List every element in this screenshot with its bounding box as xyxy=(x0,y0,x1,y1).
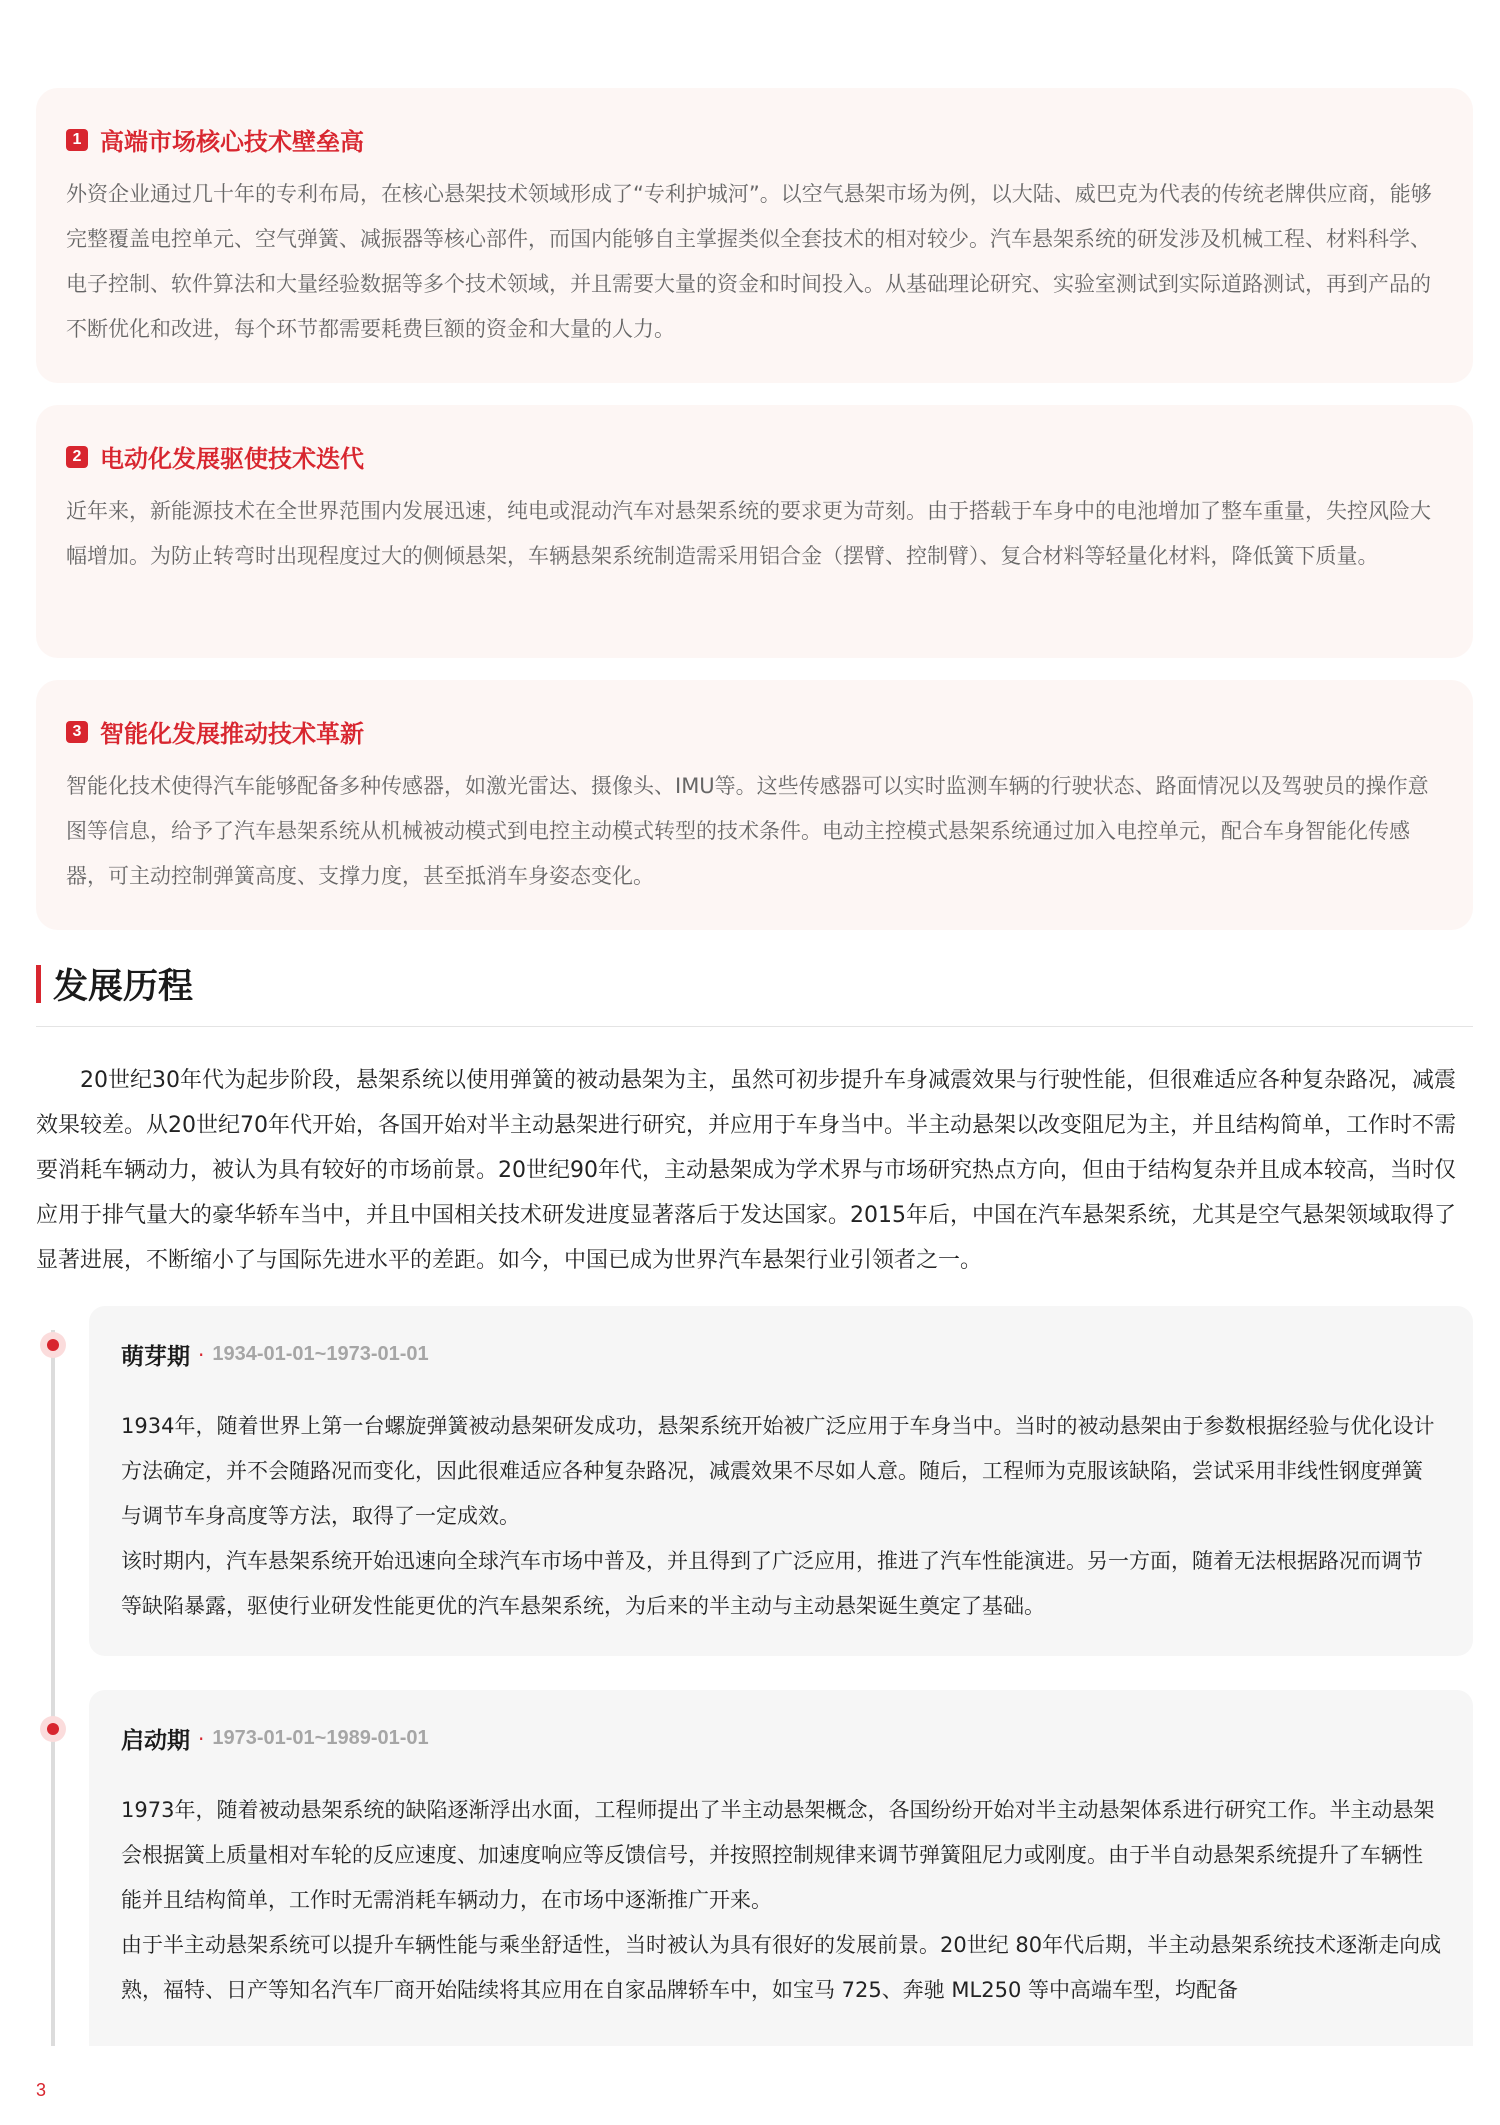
card-body: 外资企业通过几十年的专利布局，在核心悬架技术领域形成了“专利护城河”。以空气悬架市场为例，以大陆、威巴克为代表的传统老牌供应商，能够完整覆盖电控单元、空气弹簧、减振器等核心部件，而国内能够自主掌握类似全套技术的相对较少。汽车悬架系统的研发涉及机械工程、材料科学、电子控制、软件算法和大量经验数据等多个技术领域，并且需要大量的资金和时间投入。从基础理论研究、实验室测试到实际道路测试，再到产品的不断优化和改进，每个环节都需要耗费巨额的资金和大量的人力。 xyxy=(66,182,1432,341)
timeline-header xyxy=(121,1338,429,1371)
timeline-dot-icon xyxy=(40,1332,66,1358)
stage-body xyxy=(121,1788,1443,2013)
timeline-header xyxy=(121,1722,429,1755)
timeline-card-2 xyxy=(89,1690,1473,2046)
section-heading xyxy=(36,962,193,1006)
section-divider xyxy=(36,1026,1473,1027)
card-header xyxy=(66,714,364,749)
card-title: 电动化发展驱使技术迭代 xyxy=(100,445,364,473)
timeline-dot-icon xyxy=(40,1716,66,1742)
stage-date-range: 1934-01-01~1973-01-01 xyxy=(212,1343,429,1365)
stage-paragraph: 1934年，随着世界上第一台螺旋弹簧被动悬架研发成功，悬架系统开始被广泛应用于车身当中。当时的被动悬架由于参数根据经验与优化设计方法确定，并不会随路况而变化，因此很难适应各种复杂路况，减震效果不尽如人意。随后，工程师为克服该缺陷，尝试采用非线性钢度弹簧与调节车身高度等方法，取得了一定成效。 xyxy=(121,1414,1435,1528)
card-header xyxy=(66,122,364,157)
number-badge: 2 xyxy=(66,446,88,468)
info-card-3 xyxy=(36,680,1473,930)
card-body: 近年来，新能源技术在全世界范围内发展迅速，纯电或混动汽车对悬架系统的要求更为苛刻。由于搭载于车身中的电池增加了整车重量，失控风险大幅增加。为防止转弯时出现程度过大的侧倾悬架，车辆悬架系统制造需采用铝合金（摆臂、控制臂）、复合材料等轻量化材料，降低簧下质量。 xyxy=(66,499,1431,568)
section-accent-bar xyxy=(36,965,41,1003)
stage-date-range: 1973-01-01~1989-01-01 xyxy=(212,1727,429,1749)
stage-paragraph: 该时期内，汽车悬架系统开始迅速向全球汽车市场中普及，并且得到了广泛应用，推进了汽车性能演进。另一方面，随着无法根据路况而调节等缺陷暴露，驱使行业研发性能更优的汽车悬架系统，为后来的半主动与主动悬架诞生奠定了基础。 xyxy=(121,1549,1423,1618)
number-badge: 1 xyxy=(66,129,88,151)
section-title: 发展历程 xyxy=(53,967,194,1007)
stage-separator: · xyxy=(198,1726,205,1751)
stage-paragraph: 1973年，随着被动悬架系统的缺陷逐渐浮出水面，工程师提出了半主动悬架概念，各国纷纷开始对半主动悬架体系进行研究工作。半主动悬架会根据簧上质量相对车轮的反应速度、加速度响应等反馈信号，并按照控制规律来调节弹簧阻尼力或刚度。由于半自动悬架系统提升了车辆性能并且结构简单，工作时无需消耗车辆动力，在市场中逐渐推广开来。 xyxy=(121,1798,1435,1912)
stage-paragraph: 由于半主动悬架系统可以提升车辆性能与乘坐舒适性，当时被认为具有很好的发展前景。20世纪 80年代后期，半主动悬架系统技术逐渐走向成熟，福特、日产等知名汽车厂商开始陆续将其应用在自家品牌轿车中，如宝马 725、奔驰 ML250 等中高端车型，均配备 xyxy=(121,1933,1442,2002)
timeline-line xyxy=(51,1330,55,2046)
number-badge: 3 xyxy=(66,721,88,743)
stage-name: 启动期 xyxy=(121,1728,190,1754)
card-title: 高端市场核心技术壁垒高 xyxy=(100,128,364,156)
card-title: 智能化发展推动技术革新 xyxy=(100,720,364,748)
stage-name: 萌芽期 xyxy=(121,1344,190,1370)
page-number: 3 xyxy=(36,2080,47,2100)
info-card-1 xyxy=(36,88,1473,383)
stage-separator: · xyxy=(198,1342,205,1367)
card-header xyxy=(66,439,364,474)
section-intro: 20世纪30年代为起步阶段，悬架系统以使用弹簧的被动悬架为主，虽然可初步提升车身减震效果与行驶性能，但很难适应各种复杂路况，减震效果较差。从20世纪70年代开始，各国开始对半主动悬架进行研究，并应用于车身当中。半主动悬架以改变阻尼为主，并且结构简单，工作时不需要消耗车辆动力，被认为具有较好的市场前景。20世纪90年代，主动悬架成为学术界与市场研究热点方向，但由于结构复杂并且成本较高，当时仅应用于排气量大的豪华轿车当中，并且中国相关技术研发进度显著落后于发达国家。2015年后，中国在汽车悬架系统，尤其是空气悬架领域取得了显著进展，不断缩小了与国际先进水平的差距。如今，中国已成为世界汽车悬架行业引领者之一。 xyxy=(36,1068,1456,1273)
info-card-2 xyxy=(36,405,1473,658)
timeline-card-1 xyxy=(89,1306,1473,1656)
card-body: 智能化技术使得汽车能够配备多种传感器，如激光雷达、摄像头、IMU等。这些传感器可以实时监测车辆的行驶状态、路面情况以及驾驶员的操作意图等信息，给予了汽车悬架系统从机械被动模式到电控主动模式转型的技术条件。电动主控模式悬架系统通过加入电控单元，配合车身智能化传感器，可主动控制弹簧高度、支撑力度，甚至抵消车身姿态变化。 xyxy=(66,774,1429,888)
stage-body xyxy=(121,1404,1443,1629)
